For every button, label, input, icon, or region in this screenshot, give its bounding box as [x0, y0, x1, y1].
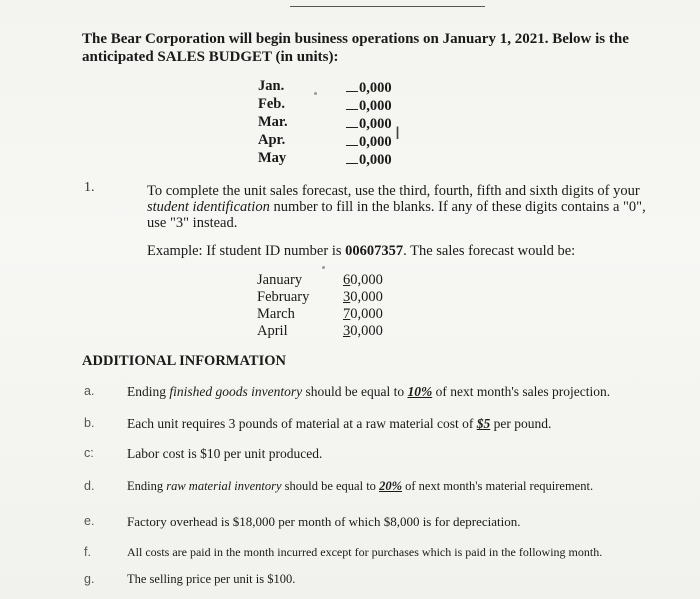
forecast-month: April: [257, 323, 288, 339]
example-forecast-table: [257, 272, 383, 340]
blank-field: [346, 149, 358, 164]
budget-value: 0,000: [346, 113, 406, 131]
budget-month: Jan.: [258, 78, 285, 94]
sales-budget-table: [258, 77, 406, 167]
item-text: Ending raw material inventory should be equal to 20% of next month's material requirement.: [127, 479, 594, 493]
item-letter: g.: [84, 572, 95, 586]
intro-paragraph: [82, 30, 642, 66]
example-forecast-row: [257, 323, 383, 340]
blank-field: [346, 77, 358, 92]
sales-budget-row: [258, 113, 406, 131]
instructions-line: use "3" instead.: [147, 215, 238, 231]
additional-info-heading: ADDITIONAL INFORMATION: [82, 353, 286, 369]
item-letter: d.: [84, 479, 95, 493]
instructions-line: student identification number to fill in the blanks. If any of these digits contains a "0",: [147, 199, 646, 215]
example-student-id: 00607357: [345, 243, 404, 259]
text-cursor-icon: I: [395, 124, 401, 144]
example-line: Example: If student ID number is 00607357. The sales forecast would be:: [147, 243, 576, 259]
speck-dot: [314, 92, 317, 95]
blank-field: [346, 95, 358, 110]
item-letter: c:: [84, 446, 94, 460]
forecast-value: 30,000: [343, 289, 383, 305]
budget-month: Apr.: [258, 132, 286, 148]
sales-budget-row: [258, 149, 406, 167]
sales-budget-row: [258, 77, 406, 95]
item-letter: f.: [84, 545, 91, 559]
forecast-month: March: [257, 306, 295, 322]
sales-budget-row: [258, 131, 406, 149]
forecast-month: February: [257, 289, 310, 305]
budget-value: 0,000: [346, 95, 406, 113]
blank-field: [346, 113, 358, 128]
budget-value: 0,000: [346, 131, 406, 149]
forecast-value: 70,000: [343, 306, 383, 322]
blank-field: [346, 131, 358, 146]
budget-month: May: [258, 150, 287, 166]
budget-value: 0,000: [346, 77, 406, 95]
question-number: 1.: [84, 180, 95, 195]
item-text: Labor cost is $10 per unit produced.: [127, 446, 323, 461]
intro-line: anticipated SALES BUDGET (in units):: [82, 49, 339, 65]
intro-line: The Bear Corporation will begin business operations on January 1, 2021. Below is the: [82, 31, 629, 47]
item-text: The selling price per unit is $100.: [127, 572, 296, 586]
item-text: Factory overhead is $18,000 per month of which $8,000 is for depreciation.: [127, 514, 521, 529]
instructions-paragraph: [147, 183, 677, 231]
example-forecast-row: [257, 272, 383, 289]
speck-dot: [322, 266, 325, 269]
item-text: Each unit requires 3 pounds of material at a raw material cost of $5 per pound.: [127, 416, 552, 431]
budget-value: 0,000: [346, 149, 406, 167]
forecast-value: 30,000: [343, 323, 383, 339]
budget-month: Feb.: [258, 96, 285, 112]
item-text: Ending finished goods inventory should be equal to 10% of next month's sales projection.: [127, 384, 611, 399]
forecast-value: 60,000: [343, 272, 383, 288]
item-text: All costs are paid in the month incurred except for purchases which is paid in the following month.: [127, 545, 603, 559]
budget-month: Mar.: [258, 114, 288, 130]
item-letter: e.: [84, 514, 95, 528]
top-rule-divider: [290, 6, 485, 7]
item-letter: a.: [84, 384, 95, 398]
item-letter: b.: [84, 416, 95, 430]
example-forecast-row: [257, 289, 383, 306]
sales-budget-row: [258, 95, 406, 113]
example-forecast-row: [257, 306, 383, 323]
forecast-month: January: [257, 272, 303, 288]
instructions-line: To complete the unit sales forecast, use the third, fourth, fifth and sixth digits of your: [147, 183, 640, 199]
